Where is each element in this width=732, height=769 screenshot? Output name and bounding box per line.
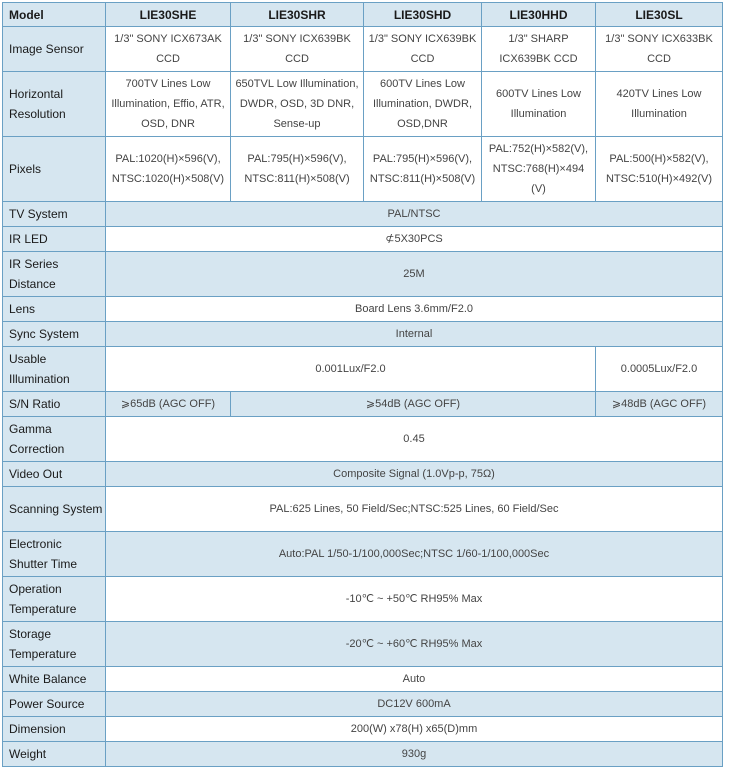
label-ir-series-distance: IR Series Distance: [3, 252, 106, 297]
row-sync-system: [3, 322, 723, 347]
cell-scanning-system: PAL:625 Lines, 50 Field/Sec;NTSC:525 Lines, 60 Field/Sec: [106, 487, 723, 532]
cell-ir-series-distance: 25M: [106, 252, 723, 297]
label-image-sensor: Image Sensor: [3, 27, 106, 72]
model-lie30shr: LIE30SHR: [231, 3, 364, 27]
cell-pixels-lie30sl: PAL:500(H)×582(V), NTSC:510(H)×492(V): [596, 137, 723, 202]
row-sn-ratio: [3, 392, 723, 417]
cell-horizontal-resolution-lie30shr: 650TVL Low Illumination, DWDR, OSD, 3D DNR, Sense-up: [231, 72, 364, 137]
row-lens: [3, 297, 723, 322]
row-usable-illumination: [3, 347, 723, 392]
header-model-label: Model: [3, 3, 106, 27]
cell-white-balance: Auto: [106, 667, 723, 692]
model-lie30shd: LIE30SHD: [364, 3, 482, 27]
cell-pixels-lie30hhd: PAL:752(H)×582(V), NTSC:768(H)×494 (V): [482, 137, 596, 202]
row-weight: [3, 742, 723, 767]
cell-lens: Board Lens 3.6mm/F2.0: [106, 297, 723, 322]
row-image-sensor: [3, 27, 723, 72]
cell-ir-led: ⊄5X30PCS: [106, 227, 723, 252]
label-ir-led: IR LED: [3, 227, 106, 252]
label-scanning-system: Scanning System: [3, 487, 106, 532]
cell-storage-temperature: -20℃ ~ +60℃ RH95% Max: [106, 622, 723, 667]
cell-image-sensor-lie30shr: 1/3" SONY ICX639BK CCD: [231, 27, 364, 72]
row-pixels: [3, 137, 723, 202]
cell-tv-system: PAL/NTSC: [106, 202, 723, 227]
cell-sn-ratio-lie30she: ⩾65dB (AGC OFF): [106, 392, 231, 417]
cell-sync-system: Internal: [106, 322, 723, 347]
label-weight: Weight: [3, 742, 106, 767]
row-scanning-system: [3, 487, 723, 532]
cell-image-sensor-lie30sl: 1/3" SONY ICX633BK CCD: [596, 27, 723, 72]
label-operation-temperature: Operation Temperature: [3, 577, 106, 622]
header-row: [3, 3, 723, 27]
cell-usable-illumination-lie30sl: 0.0005Lux/F2.0: [596, 347, 723, 392]
label-lens: Lens: [3, 297, 106, 322]
label-electronic-shutter-time: Electronic Shutter Time: [3, 532, 106, 577]
cell-pixels-lie30shr: PAL:795(H)×596(V), NTSC:811(H)×508(V): [231, 137, 364, 202]
model-lie30hhd: LIE30HHD: [482, 3, 596, 27]
row-gamma-correction: [3, 417, 723, 462]
row-ir-series-distance: [3, 252, 723, 297]
cell-electronic-shutter-time: Auto:PAL 1/50-1/100,000Sec;NTSC 1/60-1/100,000Sec: [106, 532, 723, 577]
row-tv-system: [3, 202, 723, 227]
cell-image-sensor-lie30hhd: 1/3" SHARP ICX639BK CCD: [482, 27, 596, 72]
cell-horizontal-resolution-lie30shd: 600TV Lines Low Illumination, DWDR, OSD,DNR: [364, 72, 482, 137]
label-horizontal-resolution: Horizontal Resolution: [3, 72, 106, 137]
label-storage-temperature: Storage Temperature: [3, 622, 106, 667]
cell-horizontal-resolution-lie30sl: 420TV Lines Low Illumination: [596, 72, 723, 137]
row-electronic-shutter-time: [3, 532, 723, 577]
cell-power-source: DC12V 600mA: [106, 692, 723, 717]
cell-dimension: 200(W) x78(H) x65(D)mm: [106, 717, 723, 742]
cell-gamma-correction: 0.45: [106, 417, 723, 462]
label-dimension: Dimension: [3, 717, 106, 742]
spec-table: [2, 2, 723, 767]
row-dimension: [3, 717, 723, 742]
cell-operation-temperature: -10℃ ~ +50℃ RH95% Max: [106, 577, 723, 622]
row-power-source: [3, 692, 723, 717]
cell-sn-ratio-main: ⩾54dB (AGC OFF): [231, 392, 596, 417]
label-tv-system: TV System: [3, 202, 106, 227]
label-gamma-correction: Gamma Correction: [3, 417, 106, 462]
cell-image-sensor-lie30she: 1/3" SONY ICX673AK CCD: [106, 27, 231, 72]
label-pixels: Pixels: [3, 137, 106, 202]
label-power-source: Power Source: [3, 692, 106, 717]
label-video-out: Video Out: [3, 462, 106, 487]
label-sn-ratio: S/N Ratio: [3, 392, 106, 417]
cell-image-sensor-lie30shd: 1/3" SONY ICX639BK CCD: [364, 27, 482, 72]
label-usable-illumination: Usable Illumination: [3, 347, 106, 392]
row-horizontal-resolution: [3, 72, 723, 137]
cell-weight: 930g: [106, 742, 723, 767]
model-lie30sl: LIE30SL: [596, 3, 723, 27]
row-ir-led: [3, 227, 723, 252]
cell-pixels-lie30she: PAL:1020(H)×596(V), NTSC:1020(H)×508(V): [106, 137, 231, 202]
cell-usable-illumination-main: 0.001Lux/F2.0: [106, 347, 596, 392]
row-white-balance: [3, 667, 723, 692]
label-white-balance: White Balance: [3, 667, 106, 692]
cell-video-out: Composite Signal (1.0Vp-p, 75Ω): [106, 462, 723, 487]
cell-horizontal-resolution-lie30she: 700TV Lines Low Illumination, Effio, ATR, OSD, DNR: [106, 72, 231, 137]
row-storage-temperature: [3, 622, 723, 667]
model-lie30she: LIE30SHE: [106, 3, 231, 27]
cell-pixels-lie30shd: PAL:795(H)×596(V), NTSC:811(H)×508(V): [364, 137, 482, 202]
row-operation-temperature: [3, 577, 723, 622]
row-video-out: [3, 462, 723, 487]
cell-horizontal-resolution-lie30hhd: 600TV Lines Low Illumination: [482, 72, 596, 137]
label-sync-system: Sync System: [3, 322, 106, 347]
cell-sn-ratio-lie30sl: ⩾48dB (AGC OFF): [596, 392, 723, 417]
